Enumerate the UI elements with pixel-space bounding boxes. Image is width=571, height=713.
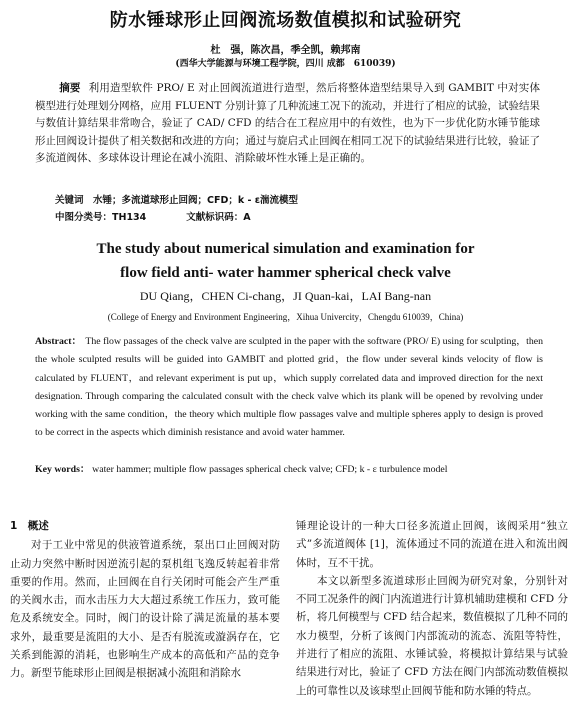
doc-code-label: 文献标识码： xyxy=(186,212,244,223)
english-abstract-label: Abstract： xyxy=(35,336,82,347)
english-abstract-text: The flow passages of the check valve are sculpted in the paper with the software (PRO/ E) using for sculpting，then the whole sculpted results will be guided into GAMBIT and plotted grid，the flow under several kinds velocity of flow is calculated by FLUENT，and relevant experiment is put up，which supply correlated data and improved direction for the next designation. Through comparing the calculated consult with the check valve which its plank will be opened by revolving under working with the same condition，the theory which multiple flow passages valve and multiple spheres apply to design is proved to be correct in the aspects which diminish resistance and avoid water hammer. xyxy=(35,336,543,439)
english-affiliation: (College of Energy and Environment Engineering，Xihua Univercity，Chengdu 610039，China) xyxy=(107,312,464,322)
clc-value: TH134 xyxy=(112,212,147,223)
section-heading: 1 概述 xyxy=(10,520,49,532)
chinese-abstract-text: 利用造型软件 PRO/ E 对止回阀流道进行造型，然后将整体造型结果导入到 GAMBIT 中对实体模型进行处理划分网格，应用 FLUENT 分别计算了几种流速工况下的流动，并进行了相应的试验，试验结果与数值计算结果非常吻合，验证了 CAD/ CFD 的结合在工程应用中的有效性，也为下一步优化防水锤节能球形止回阀设计提供了相关数据和改进的方向；通过与旋启式止回阀在相同工况下的试验结果进行比较，验证了多流道阀体、多球体设计理论在减小流阻、消除破坏性水锤上是正确的。 xyxy=(35,82,541,165)
clc-label: 中图分类号： xyxy=(55,212,113,223)
right-paragraph-2: 本文以新型多流道球形止回阀为研究对象，分别针对不同工况条件的阀门内流道进行计算机辅助建模和 CFD 分析，将几何模型与 CFD 结合起来，数值模拟了几种不同的水力模型，分析了该阀门内部流动的流态、流阻等特性，并进行了相应的流阻、水锤试验，将模拟计算结果与试验结果进行对比，验证了 CFD 方法在阀门内部流动数值模拟上的可靠性以及该球型止回阀节能和防水锤的特点。 xyxy=(296,574,568,697)
chinese-keywords-text: 水锤；多流道球形止回阀；CFD；k - ε湍流模型 xyxy=(93,195,299,206)
chinese-classification xyxy=(55,209,251,223)
body-right-column xyxy=(296,517,568,700)
chinese-affiliation: (西华大学能源与环境工程学院，四川 成都 610039) xyxy=(175,59,396,69)
chinese-abstract-label: 摘要 xyxy=(59,82,81,94)
english-keywords-label: Key words： xyxy=(35,464,90,475)
english-abstract xyxy=(35,333,543,443)
english-keywords-text: water hammer; multiple flow passages spherical check valve; CFD; k - ε turbulence model xyxy=(92,464,448,475)
english-title-line-1: The study about numerical simulation and examination for xyxy=(96,241,475,257)
chinese-abstract xyxy=(35,80,540,168)
right-paragraph-1: 锤理论设计的一种大口径多流道止回阀，该阀采用“独立式”多流道阀体 [1]，流体通过不同的流道在进入和流出阀体时，互不干扰。 xyxy=(296,520,568,569)
doc-code-value: A xyxy=(243,212,251,223)
english-authors: DU Qiang，CHEN Ci-chang，JI Quan-kai，LAI Bang-nan xyxy=(139,289,432,303)
chinese-authors: 杜 强，陈次昌，季全凯，赖邦南 xyxy=(210,45,361,56)
english-keywords xyxy=(35,461,540,479)
left-paragraph: 对于工业中常见的供液管道系统，泵出口止回阀对防止动力突然中断时因逆流引起的泵机组飞逸反转起着非常重要的作用。然而，止回阀在自行关闭时可能会产生严重的关阀水击，而水击压力大大超过系统工作压力，致可能危及系统安全。同时，阀门的设计除了满足流量的基本要求外，最重要是流阻的大小、是否有脱流或漩涡存在，它关系到能源的消耗，也影响生产成本的高低和产品的竞争力。新型节能球形止回阀是根据减小流阻和消除水 xyxy=(10,539,280,680)
body-left-column xyxy=(10,517,280,683)
english-title-line-2: flow field anti- water hammer spherical check valve xyxy=(120,265,451,281)
chinese-title: 防水锤球形止回阀流场数值模拟和试验研究 xyxy=(109,10,462,31)
chinese-keywords-label: 关键词 xyxy=(55,195,84,206)
chinese-keywords xyxy=(55,192,298,206)
english-title xyxy=(0,237,571,285)
